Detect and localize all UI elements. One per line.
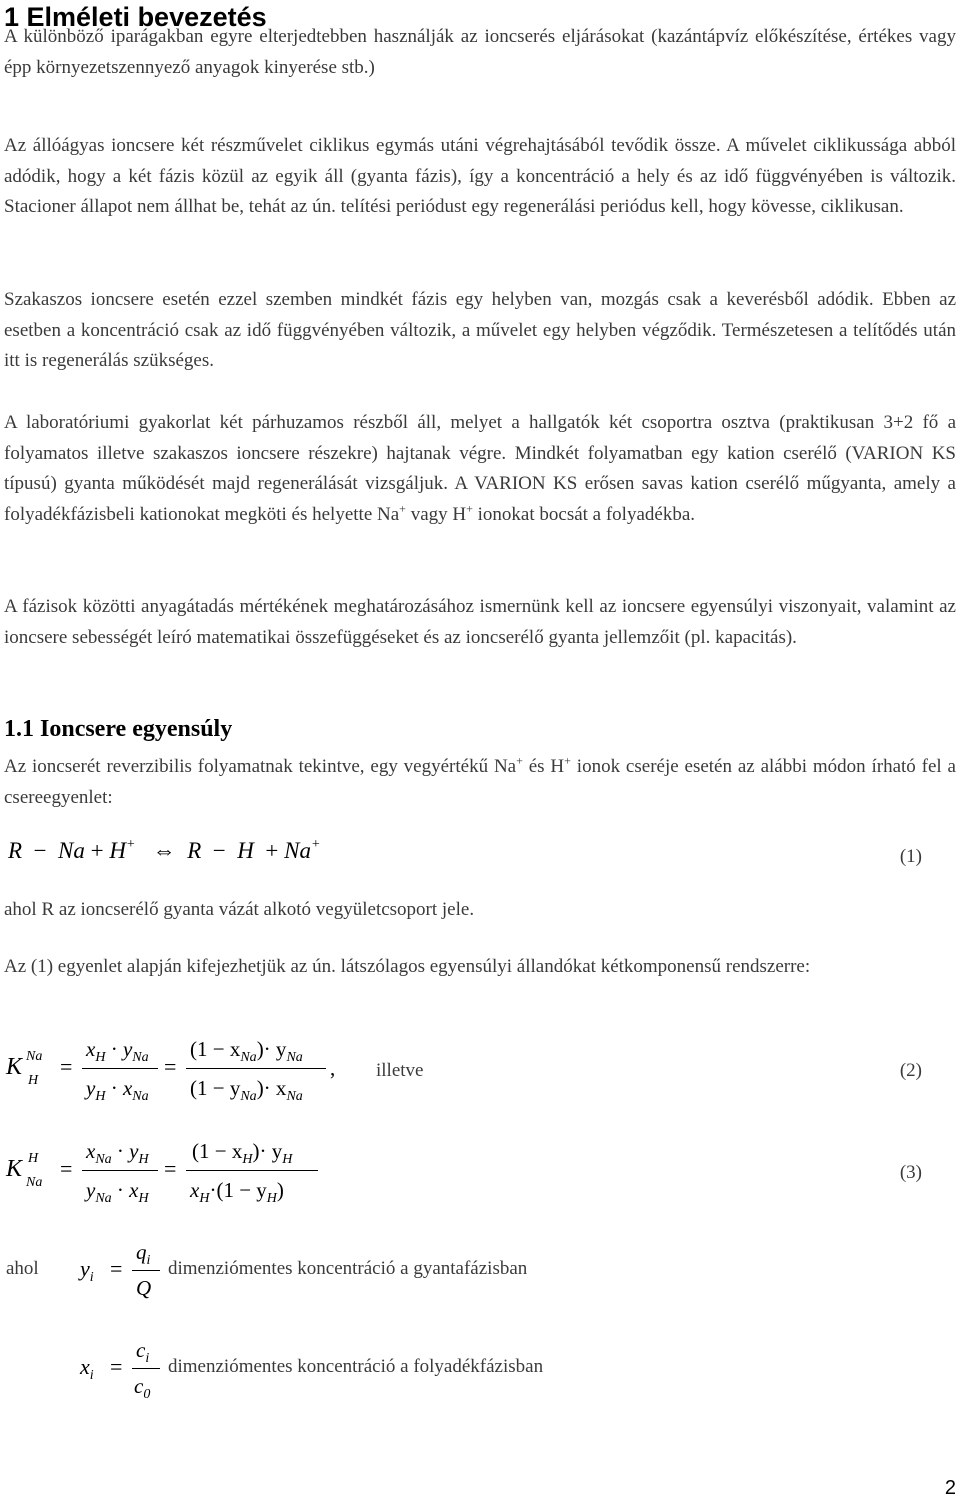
equation-1: R − Na + H+ ⇔ R − H + Na+ (8, 837, 321, 863)
paragraph-lab: A laboratóriumi gyakorlat két párhuzamos részből áll, melyet a hallgatók két csoportra osztva (praktikusan 3+2 fő a folyamatos illetve szakaszos ioncsere részekre) hajtanak végre. Mindkét folyamatban egy kation cserélő (VARION KS típusú) gyanta működését majd regenerálását vizsgáljuk. A VARION KS erősen savas kation cserélő műgyanta, amely a folyadékfázisbeli kationokat megköti és helyette Na+ vagy H+ ionokat bocsát a folyadékba. (4, 412, 956, 525)
paragraph-mass-transfer: A fázisok közötti anyagátadás mértékének meghatározásához ismernünk kell az ioncsere egyensúlyi viszonyait, valamint az ioncsere sebességét leíró matematikai összefüggéseket és az ioncserélő gyanta jellemzőit (pl. kapacitás). (4, 596, 956, 648)
equation-3-number: (3) (899, 1162, 922, 1183)
paragraph-r-definition: ahol R az ioncserélő gyanta vázát alkotó vegyületcsoport jele. (4, 899, 475, 920)
section-heading: 1 Elméleti bevezetés (4, 2, 267, 32)
equation-2-number: (2) (899, 1060, 922, 1081)
paragraph-intro: A különböző iparágakban egyre elterjedtebben használják az ioncserés eljárásokat (kazántápvíz előkészítése, értékes vagy épp környezetszennyező anyagok kinyerése stb.) (4, 26, 956, 78)
equation-2-illetve: illetve (376, 1060, 424, 1081)
equation-1-number: (1) (899, 846, 922, 867)
paragraph-fixed-bed: Az állóágyas ioncsere két részművelet ciklikus egymás utáni végrehajtásából tevődik össze. A művelet ciklikussága abból adódik, hogy a két fázis közül az egyik áll (gyanta fázis), így a koncentráció a hely és az idő függvényében is változik. Stacioner állapot nem állhat be, tehát az ún. telítési periódust egy regenerálási periódus kell, hogy kövesse, ciklikusan. (4, 135, 956, 217)
paragraph-batch: Szakaszos ioncsere esetén ezzel szemben mindkét fázis egy helyben van, mozgás csak a keverésből adódik. Ebben az esetben a koncentráció csak az idő függvényében változik, a művelet egy helyben végződik. Természetesen a telítődés után itt is regenerálás szükséges. (4, 289, 956, 371)
subsection-heading: 1.1 Ioncsere egyensúly (4, 716, 233, 742)
paragraph-apparent-constants: Az (1) egyenlet alapján kifejezhetjük az ún. látszólagos egyensúlyi állandókat kétkomponensű rendszerre: (4, 956, 811, 977)
paragraph-exchange: Az ioncserét reverzibilis folyamatnak tekintve, egy vegyértékű Na+ és H+ ionok cseréje esetén az alábbi módon írható fel a csereegyenlet: (4, 753, 956, 808)
page-number: 2 (944, 1477, 956, 1499)
